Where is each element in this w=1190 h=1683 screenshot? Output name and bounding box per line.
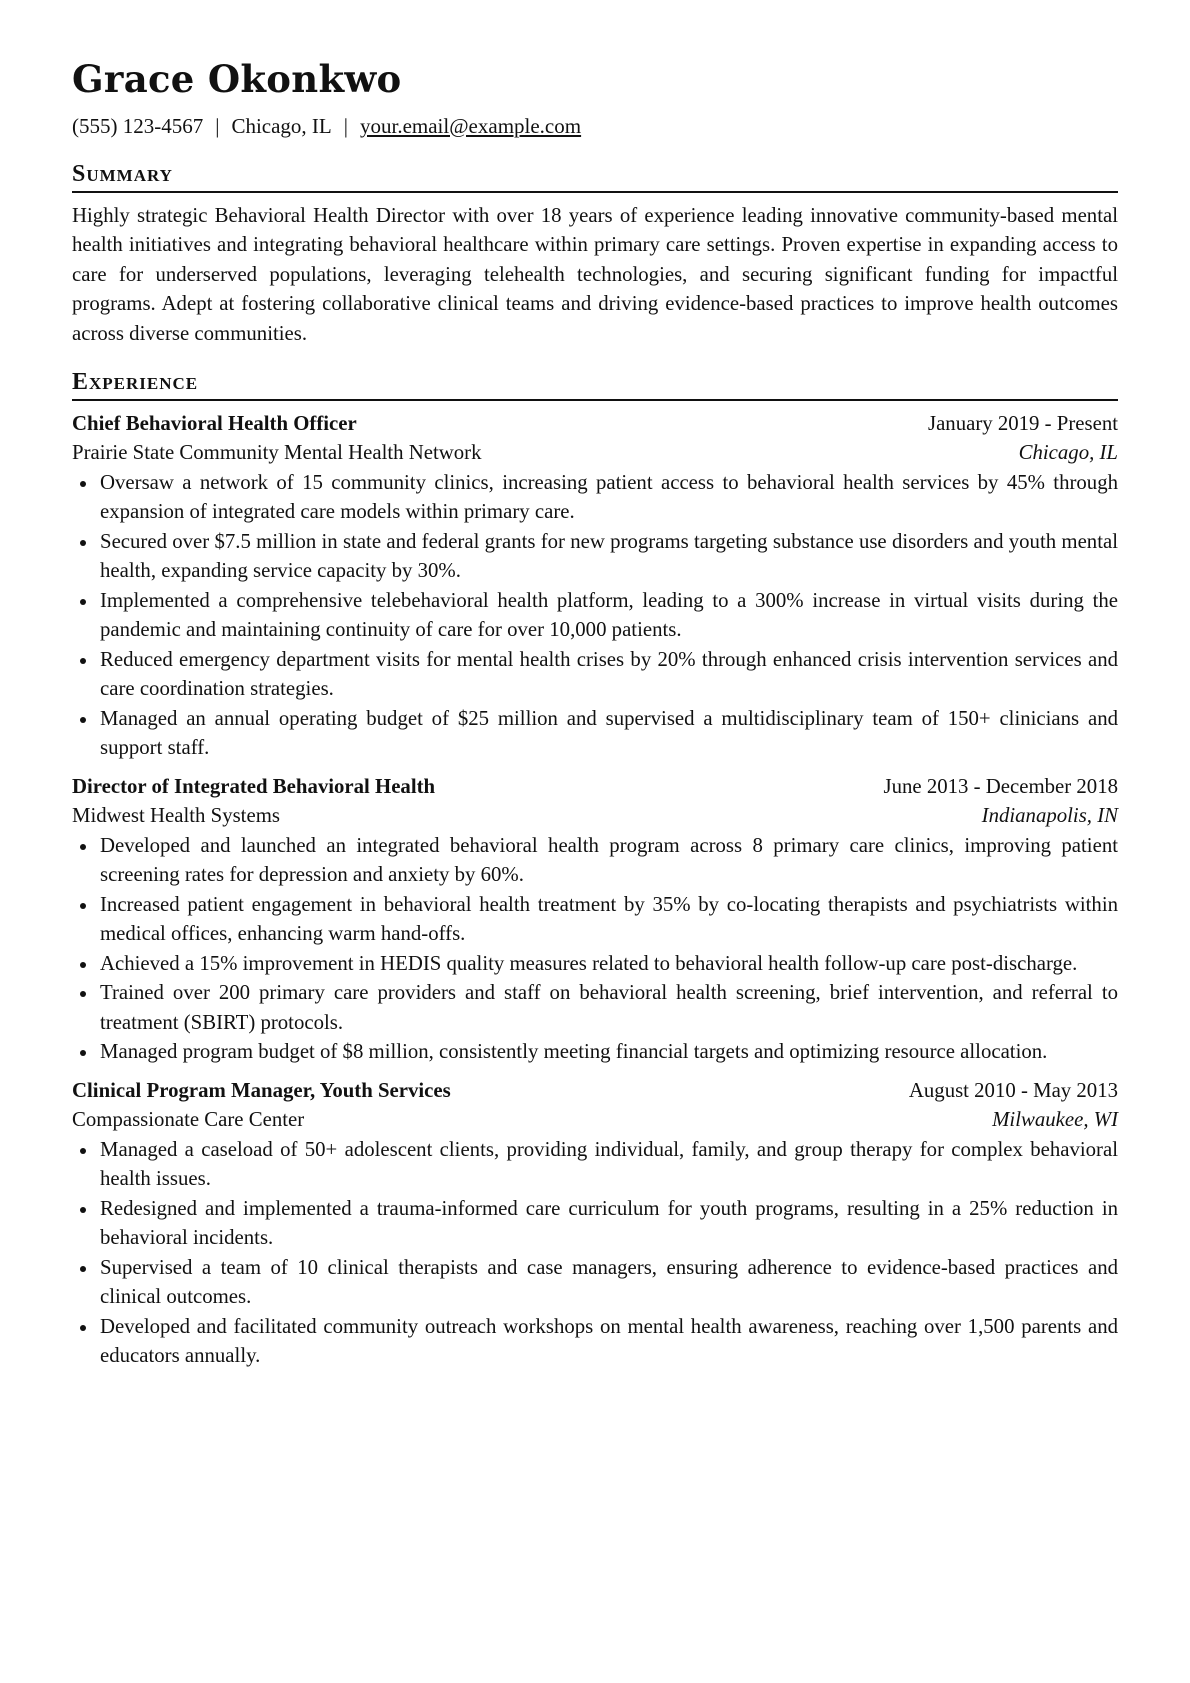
bullet-icon [80, 962, 86, 968]
job-bullets [72, 1135, 1118, 1371]
email-link[interactable]: your.email@example.com [359, 113, 582, 138]
job-bullet [72, 1253, 1118, 1312]
bullet-icon [80, 1325, 86, 1331]
job-bullet-text: Increased patient engagement in behavioral health treatment by 35% by co-locating therapists and psychiatrists within medical offices, enhancing warm hand-offs. [100, 892, 1118, 946]
bullet-icon [80, 844, 86, 850]
bullet-icon [80, 1266, 86, 1272]
bullet-icon [80, 599, 86, 605]
job-bullets [72, 831, 1118, 1067]
bullet-icon [80, 1050, 86, 1056]
job-bullet-text: Implemented a comprehensive telebehavioral health platform, leading to a 300% increase in virtual visits during the pandemic and maintaining continuity of care for over 10,000 patients. [100, 588, 1118, 642]
job-bullet-text: Trained over 200 primary care providers and staff on behavioral health screening, brief intervention, and referral to treatment (SBIRT) protocols. [100, 981, 1118, 1034]
job-bullet [72, 645, 1118, 704]
job-bullet-text: Developed and facilitated community outreach workshops on mental health awareness, reaching over 1,500 parents and educators annually. [100, 1314, 1118, 1368]
job-title: Director of Integrated Behavioral Health [72, 774, 436, 798]
job-dates: January 2019 - Present [927, 411, 1118, 435]
job-bullet [72, 831, 1118, 890]
job-bullet [72, 468, 1118, 527]
job-bullet-text: Achieved a 15% improvement in HEDIS quality measures related to behavioral health follow-up care post-discharge. [100, 951, 1078, 975]
experience-section [72, 368, 1118, 1371]
job-company: Midwest Health Systems [72, 804, 280, 828]
summary-section [72, 160, 1118, 348]
job-entry [72, 1076, 1118, 1371]
job-bullet-text: Oversaw a network of 15 community clinics, increasing patient access to behavioral health services by 45% through expansion of integrated care models within primary care. [100, 470, 1118, 524]
job-bullet-text: Managed an annual operating budget of $25 million and supervised a multidisciplinary team of 150+ clinicians and support staff. [100, 706, 1118, 760]
summary-text: Highly strategic Behavioral Health Director with over 18 years of experience leading innovative community-based mental health initiatives and integrating behavioral healthcare within primary care settings. Proven expertise in expanding access to care for underserved populations, leveraging telehealth technologies, and securing significant funding for impactful programs. Adept at fostering collaborative clinical teams and driving evidence-based practices to improve health outcomes across diverse communities. [72, 203, 1118, 345]
job-bullet-text: Supervised a team of 10 clinical therapists and case managers, ensuring adherence to evidence-based practices and clinical outcomes. [100, 1255, 1118, 1309]
candidate-name: Grace Okonkwo [72, 57, 402, 101]
job-bullet-text: Developed and launched an integrated behavioral health program across 8 primary care clinics, improving patient screening rates for depression and anxiety by 60%. [100, 833, 1118, 887]
job-subheader [72, 801, 1118, 831]
summary-heading: Summary [72, 160, 1118, 193]
job-company: Prairie State Community Mental Health Network [72, 441, 482, 465]
job-dates: June 2013 - December 2018 [883, 774, 1118, 798]
job-title: Chief Behavioral Health Officer [72, 411, 357, 435]
experience-heading: Experience [72, 368, 1118, 401]
job-bullets [72, 468, 1118, 763]
bullet-icon [80, 903, 86, 909]
job-subheader [72, 438, 1118, 468]
bullet-icon [80, 991, 86, 997]
bullet-icon [80, 540, 86, 546]
job-location: Chicago, IL [1018, 441, 1118, 465]
job-bullet-text: Managed a caseload of 50+ adolescent clients, providing individual, family, and group therapy for complex behavioral health issues. [100, 1137, 1118, 1191]
job-bullet-text: Redesigned and implemented a trauma-informed care curriculum for youth programs, resulting in a 25% reduction in behavioral incidents. [100, 1196, 1118, 1250]
job-bullet [72, 1037, 1118, 1067]
phone-number: (555) 123-4567 [72, 113, 204, 138]
bullet-icon [80, 1207, 86, 1213]
job-bullet-text: Managed program budget of $8 million, consistently meeting financial targets and optimizing resource allocation. [100, 1040, 1048, 1064]
job-header [72, 409, 1118, 439]
job-bullet [72, 1194, 1118, 1253]
bullet-icon [80, 1148, 86, 1154]
contact-line [72, 113, 1118, 140]
job-bullet-text: Secured over $7.5 million in state and federal grants for new programs targeting substance use disorders and youth mental health, expanding service capacity by 30%. [100, 529, 1118, 583]
job-dates: August 2010 - May 2013 [908, 1078, 1118, 1102]
job-company: Compassionate Care Center [72, 1108, 305, 1132]
job-bullet [72, 1312, 1118, 1371]
location: Chicago, IL [231, 113, 332, 138]
job-header [72, 772, 1118, 802]
job-bullet-text: Reduced emergency department visits for mental health crises by 20% through enhanced crisis intervention services and care coordination strategies. [100, 647, 1118, 701]
job-title: Clinical Program Manager, Youth Services [72, 1078, 451, 1102]
job-entry [72, 772, 1118, 1067]
job-bullet [72, 586, 1118, 645]
job-bullet [72, 704, 1118, 763]
job-subheader [72, 1105, 1118, 1135]
job-bullet [72, 1135, 1118, 1194]
job-location: Indianapolis, IN [981, 804, 1118, 828]
job-bullet [72, 527, 1118, 586]
bullet-icon [80, 717, 86, 723]
job-location: Milwaukee, WI [992, 1108, 1118, 1132]
job-bullet [72, 949, 1118, 979]
job-bullet [72, 978, 1118, 1037]
bullet-icon [80, 658, 86, 664]
job-bullet [72, 890, 1118, 949]
contact-separator: | [215, 113, 220, 138]
contact-separator: | [343, 113, 348, 138]
job-entry [72, 409, 1118, 763]
job-header [72, 1076, 1118, 1106]
bullet-icon [80, 481, 86, 487]
